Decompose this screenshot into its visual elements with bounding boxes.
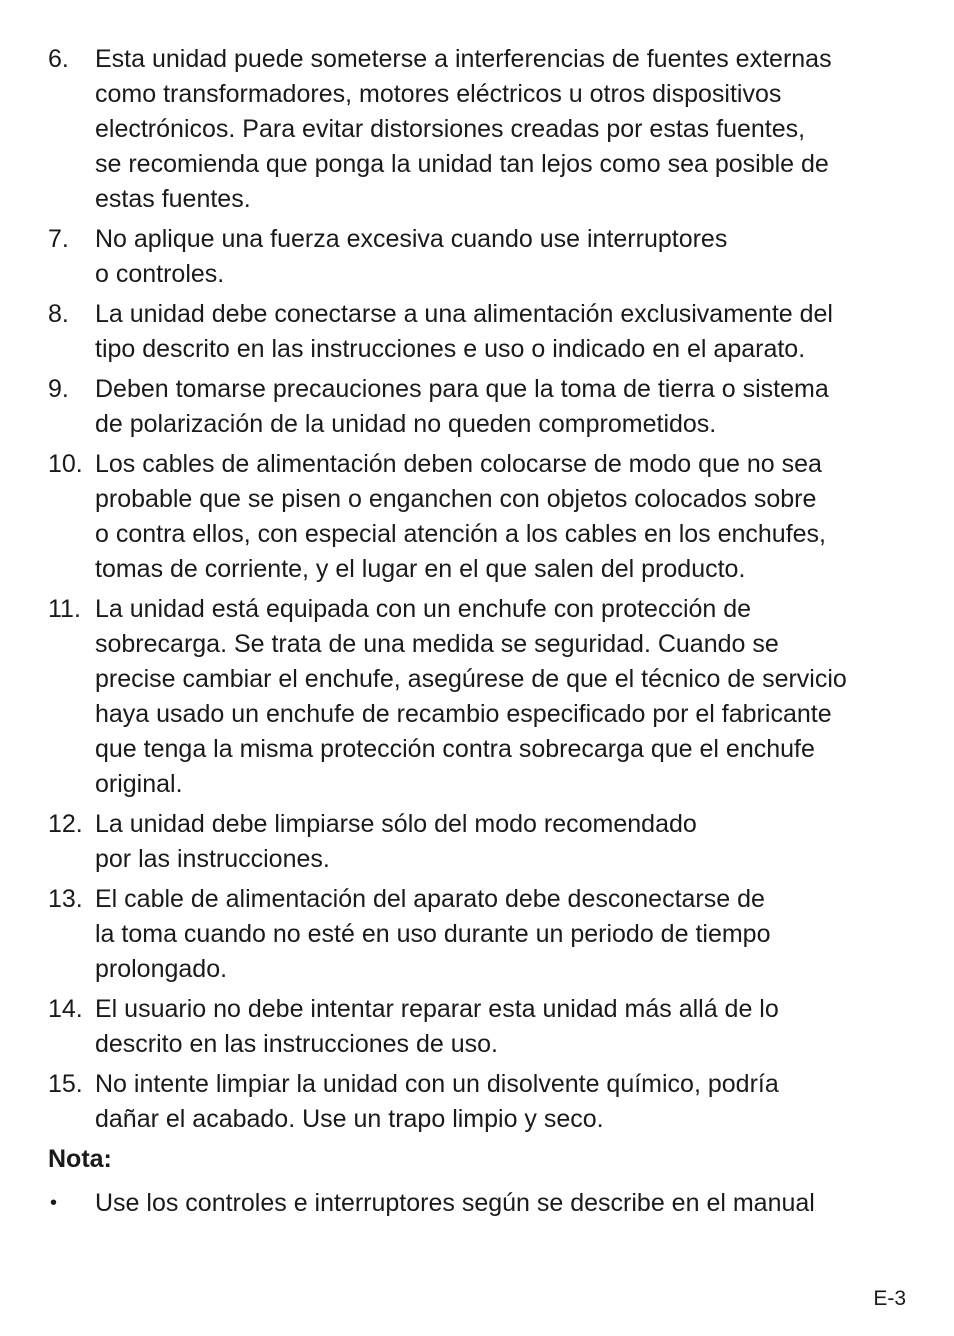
item-text: Esta unidad puede someterse a interferencias de fuentes externas como transformadores, motores eléctricos u otros dispositivos electrónicos. Para evitar distorsiones creadas por estas fuentes, se recomienda que ponga la unidad tan lejos como sea posible de estas fuentes. — [95, 45, 832, 213]
list-item — [48, 807, 910, 877]
item-number: 12. — [48, 810, 83, 838]
list-item — [48, 297, 910, 367]
item-text: La unidad está equipada con un enchufe con protección de sobrecarga. Se trata de una medida se seguridad. Cuando se precise cambiar el enchufe, asegúrese de que el técnico de servicio haya usado un enchufe de recambio especificado por el fabricante que tenga la misma protección contra sobrecarga que el enchufe original. — [95, 595, 847, 798]
item-text: No aplique una fuerza excesiva cuando use interruptores o controles. — [95, 225, 728, 288]
item-number: 15. — [48, 1070, 83, 1098]
item-number: 13. — [48, 885, 83, 913]
note-bullet-text: Use los controles e interruptores según se describe en el manual — [95, 1189, 815, 1217]
item-number: 14. — [48, 995, 83, 1023]
list-item — [48, 592, 910, 802]
note-heading: Nota: — [48, 1145, 112, 1173]
item-text: La unidad debe limpiarse sólo del modo recomendado por las instrucciones. — [95, 810, 697, 873]
list-item — [48, 372, 910, 442]
item-number: 7. — [48, 225, 69, 253]
item-text: El cable de alimentación del aparato debe desconectarse de la toma cuando no esté en uso durante un periodo de tiempo prolongado. — [95, 885, 771, 983]
item-number: 6. — [48, 45, 69, 73]
list-item — [48, 992, 910, 1062]
bullet-icon: • — [50, 1192, 58, 1214]
item-number: 8. — [48, 300, 69, 328]
item-number: 10. — [48, 450, 83, 478]
item-number: 11. — [48, 595, 81, 623]
item-text: La unidad debe conectarse a una alimentación exclusivamente del tipo descrito en las instrucciones e uso o indicado en el aparato. — [95, 300, 833, 363]
list-item — [48, 1067, 910, 1137]
note-bullet-item — [48, 1186, 910, 1221]
page-number: E-3 — [873, 1287, 906, 1310]
list-item — [48, 42, 910, 217]
list-item — [48, 882, 910, 987]
item-text: Los cables de alimentación deben colocarse de modo que no sea probable que se pisen o enganchen con objetos colocados sobre o contra ellos, con especial atención a los cables en los enchufes, tomas de corriente, y el lugar en el que salen del producto. — [95, 450, 827, 583]
item-number: 9. — [48, 375, 69, 403]
item-text: No intente limpiar la unidad con un disolvente químico, podría dañar el acabado. Use un trapo limpio y seco. — [95, 1070, 779, 1133]
item-text: El usuario no debe intentar reparar esta unidad más allá de lo descrito en las instrucciones de uso. — [95, 995, 779, 1058]
list-item — [48, 447, 910, 587]
instruction-list — [48, 42, 910, 1221]
item-text: Deben tomarse precauciones para que la toma de tierra o sistema de polarización de la unidad no queden comprometidos. — [95, 375, 829, 438]
list-item — [48, 222, 910, 292]
